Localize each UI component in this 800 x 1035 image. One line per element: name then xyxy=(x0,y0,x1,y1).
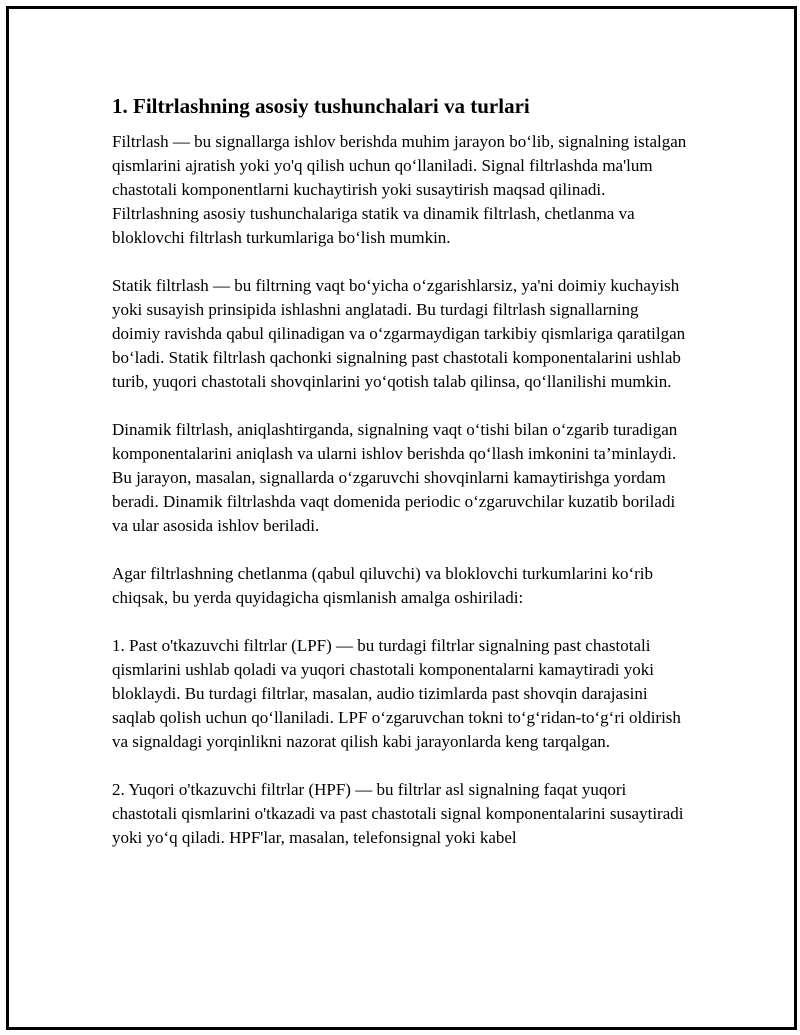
paragraph-lpf: 1. Past o'tkazuvchi filtrlar (LPF) — bu turdagi filtrlar signalning past chastotali qismlarini ushlab qoladi va yuqori chastotali komponentalarni kamaytiradi yoki bloklaydi. Bu turdagi filtrlar, masalan, audio tizimlarda past shovqin darajasini saqlab qolish uchun qo‘llaniladi. LPF o‘zgaruvchan tokni to‘g‘ridan-to‘g‘ri oldirish va signaldagi yorqinlikni nazorat qilish kabi jarayonlarda keng tarqalgan. xyxy=(112,636,681,751)
paragraph-hpf: 2. Yuqori o'tkazuvchi filtrlar (HPF) — bu filtrlar asl signalning faqat yuqori chastotali qismlarini o'tkazadi va past chastotali signal komponentalarini susaytiradi yoki yo‘q qiladi. HPF'lar, masalan, telefonsignal yoki kabel xyxy=(112,780,684,847)
section-heading: 1. Filtrlashning asosiy tushunchalari va turlari xyxy=(112,94,530,118)
document-body xyxy=(112,91,687,874)
paragraph-filter-categories: Agar filtrlashning chetlanma (qabul qiluvchi) va bloklovchi turkumlarini ko‘rib chiqsak, bu yerda quyidagicha qismlanish amalga oshiriladi: xyxy=(112,564,654,607)
paragraph-definition: Filtrlash — bu signallarga ishlov berishda muhim jarayon bo‘lib, signalning istalgan qismlarini ajratish yoki yo'q qilish uchun qo‘llaniladi. Signal filtrlashda ma'lum chastotali komponentlarni kuchaytirish yoki susaytirish maqsad qilinadi. Filtrlashning asosiy tushunchalariga statik va dinamik filtrlash, chetlanma va bloklovchi filtrlash turkumlariga bo‘lish mumkin. xyxy=(112,132,687,247)
paragraph-dynamic-filtering: Dinamik filtrlash, aniqlashtirganda, signalning vaqt o‘tishi bilan o‘zgarib turadigan komponentalarini aniqlash va ularni ishlov berishda qo‘llash imkonini ta’minlaydi. Bu jarayon, masalan, signallarda o‘zgaruvchi shovqinlarni kamaytirishga yordam beradi. Dinamik filtrlashda vaqt domenida periodic o‘zgaruvchilar kuzatib boriladi va ular asosida ishlov beriladi. xyxy=(112,420,678,535)
paragraph-static-filtering: Statik filtrlash — bu filtrning vaqt bo‘yicha o‘zgarishlarsiz, ya'ni doimiy kuchayish yoki susayish prinsipida ishlashni anglatadi. Bu turdagi filtrlash signallarning doimiy ravishda qabul qilinadigan va o‘zgarmaydigan tarkibiy qismlariga qaratilgan bo‘ladi. Statik filtrlash qachonki signalning past chastotali komponentalarini ushlab turib, yuqori chastotali shovqinlarini yo‘qotish talab qilinsa, qo‘llanilishi mumkin. xyxy=(112,276,686,391)
